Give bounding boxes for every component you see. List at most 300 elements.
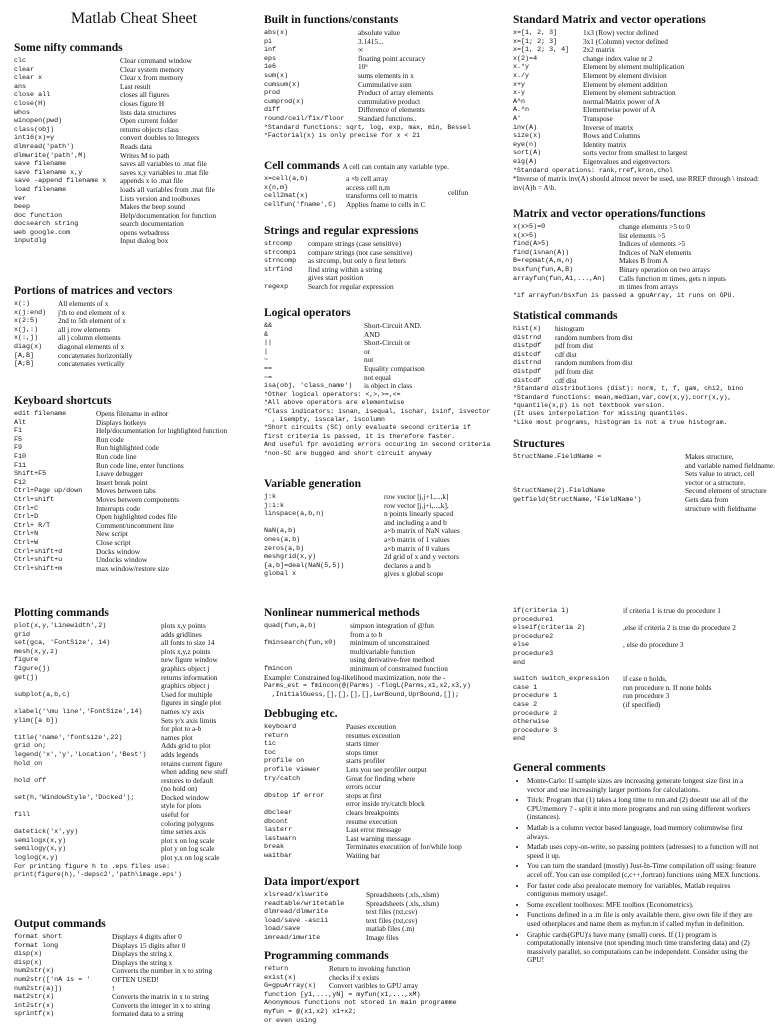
section-programming bbox=[264, 950, 502, 1025]
cmd-desc: checks if x exists bbox=[329, 972, 380, 982]
note-line: Parms_est = fmincon(@(Parms) -flogL(Parms,x1,x2,x3,y) bbox=[264, 682, 471, 690]
cmd-code: [A;B] bbox=[14, 360, 35, 369]
cmd-code: get(j) bbox=[14, 673, 39, 682]
note-line: first criteria is passed, it is therefore faster. bbox=[264, 432, 456, 440]
cmd-code: distrnd bbox=[513, 333, 542, 342]
cmd-code: ver bbox=[14, 194, 27, 203]
cell-side-label: cellfun bbox=[448, 188, 469, 197]
cmd-desc: Writes M to path bbox=[120, 150, 170, 160]
general-list bbox=[513, 777, 763, 965]
cmd-desc: structure with fieldname bbox=[685, 503, 757, 513]
note-line: *Class indicators: isnan, isequal, ischar, isinf, isvector bbox=[264, 407, 491, 415]
cmd-code: sort(A) bbox=[513, 149, 542, 158]
cmd-code: strcompi bbox=[264, 248, 297, 257]
cmd-code: Ctrl+D bbox=[14, 513, 39, 522]
cmd-desc bbox=[329, 1008, 502, 1017]
keyboard-rows bbox=[14, 410, 252, 573]
cmd-code: isa(obj, 'class_name') bbox=[264, 382, 353, 391]
logical-rows bbox=[264, 322, 502, 391]
variable-rows bbox=[264, 493, 502, 579]
cmd-row bbox=[513, 359, 763, 368]
cmd-code: mat2str(x) bbox=[14, 993, 55, 1002]
cmd-code: [a,b]=deal(NaN(5,5)) bbox=[264, 561, 345, 570]
note-line: *Standard operations: rank,rref,kron,chol bbox=[513, 166, 673, 174]
cmd-desc: Element by element subtraction bbox=[583, 88, 676, 98]
cmd-code: F5 bbox=[14, 435, 23, 444]
cmd-row bbox=[513, 38, 763, 47]
cmd-desc: Run highlighted code bbox=[96, 443, 159, 453]
cmd-code: find(A>5) bbox=[513, 240, 550, 249]
cmd-code: waitbar bbox=[264, 851, 293, 860]
cmd-desc: plots x,y points bbox=[161, 621, 206, 630]
cmd-desc: Gets data from bbox=[685, 494, 729, 504]
general-item: • Matlab uses copy-on-write, so passing pointers (adresses) to a function will not speed it up. bbox=[527, 843, 763, 860]
cmd-row bbox=[264, 852, 502, 861]
cmd-code: bsxfun(fun,A,B) bbox=[513, 265, 574, 274]
cmd-desc: Second element of structure bbox=[685, 486, 767, 496]
cmd-desc: not equal bbox=[364, 372, 391, 382]
stat-rows bbox=[513, 325, 763, 385]
builtin-notes bbox=[264, 124, 502, 141]
cmd-code: regexp bbox=[264, 282, 289, 291]
section-keyboard bbox=[14, 395, 252, 573]
cmd-row bbox=[264, 536, 502, 545]
cmd-desc: if criteria 1 is true do procedure 1 bbox=[623, 606, 721, 615]
cmd-row bbox=[264, 348, 502, 357]
programming-rows bbox=[264, 965, 502, 1025]
cmd-code: grid bbox=[14, 630, 31, 639]
cmd-code: linspace(a,b,n) bbox=[264, 510, 325, 519]
cmd-desc: absolute value bbox=[358, 28, 400, 37]
cmd-row bbox=[513, 368, 763, 377]
cmd-desc: plot x on log scale bbox=[161, 835, 215, 845]
cmd-desc: Convert varibles to GPU array bbox=[329, 981, 419, 991]
cmd-code: datetick('x',yy) bbox=[14, 828, 79, 837]
cmd-code: & bbox=[264, 330, 269, 339]
cmd-desc: errors occur bbox=[346, 782, 382, 792]
structures-rows bbox=[513, 452, 775, 513]
cmd-code: A^n bbox=[513, 97, 526, 106]
cmd-desc: text files (txt,csv) bbox=[366, 915, 418, 925]
cmd-code: dlmread('path') bbox=[14, 142, 75, 151]
standard-para: *Inverse of matrix inv(A) should almost never be used, use RREF through \ instead: inv(A)b = A\b. bbox=[513, 173, 760, 192]
cell-heading: Cell commands bbox=[264, 160, 340, 172]
cmd-code: disp(x) bbox=[14, 958, 43, 967]
cmd-code bbox=[513, 283, 619, 292]
cmd-code bbox=[14, 802, 161, 811]
cmd-desc: a ×b cell array bbox=[346, 174, 388, 183]
cmd-code: ones(a,b) bbox=[264, 535, 301, 544]
cmd-desc: sorts vector from smallest to largest bbox=[583, 148, 688, 158]
cmd-code: strcomp bbox=[264, 240, 293, 248]
cmd-desc: (if specified) bbox=[623, 699, 661, 709]
nonlinear-heading: Nonlinear nummerical methods bbox=[264, 607, 420, 619]
cmd-code: case 2 bbox=[513, 700, 538, 709]
cmd-desc: 3x1 (Column) vector defined bbox=[583, 36, 668, 46]
cmd-code: x{n,m} bbox=[264, 183, 289, 192]
cmd-row bbox=[513, 727, 763, 736]
cmd-code: getfield(StructName,'FieldName') bbox=[513, 495, 642, 504]
cmd-row bbox=[513, 325, 763, 334]
nifty-heading: Some nifty commands bbox=[14, 42, 123, 54]
cmd-code: beep bbox=[14, 203, 31, 212]
cmd-code: x=[1, 2; 3, 4] bbox=[513, 46, 570, 55]
cmd-row bbox=[14, 976, 252, 985]
cmd-row bbox=[14, 639, 252, 648]
cmd-code: ans bbox=[14, 82, 27, 91]
cmd-code: doc function bbox=[14, 211, 63, 220]
plotting-notes bbox=[14, 863, 252, 880]
cmd-desc: Clear x from memory bbox=[120, 73, 184, 83]
cmd-code: x(x>5)=0 bbox=[513, 223, 546, 231]
cmd-desc: 2x2 matrix bbox=[583, 45, 615, 55]
cmd-code: xlabel('\mu line','FontSize',14) bbox=[14, 707, 143, 716]
note-line: *Short circuits (SC) only evaluate second criteria if bbox=[264, 424, 471, 432]
cmd-code: num2str(x) bbox=[14, 967, 55, 976]
cmd-row bbox=[14, 326, 252, 335]
cmd-row bbox=[264, 783, 502, 792]
cmd-row bbox=[14, 622, 252, 631]
cmd-code: function [y1,...,yN] = myfun(x1,...,xM) bbox=[264, 990, 421, 999]
cmd-desc: Indices of elements >5 bbox=[619, 239, 686, 249]
cmd-code: exist(x) bbox=[264, 973, 297, 982]
cmd-code: end bbox=[513, 658, 526, 667]
cmd-desc: Waiting bar bbox=[346, 850, 381, 860]
cmd-desc: Open current folder bbox=[120, 116, 178, 126]
section-variable bbox=[264, 478, 502, 579]
dataio-rows bbox=[264, 891, 502, 943]
cmd-code: elseif(criteria 2) bbox=[513, 624, 586, 633]
cmd-code: x(:,j) bbox=[14, 334, 39, 343]
cmd-code: x=[1; 2; 3] bbox=[513, 37, 558, 46]
cmd-code: load/save bbox=[264, 925, 301, 934]
cmd-code: NaN(a,b) bbox=[264, 527, 297, 536]
cmd-row bbox=[264, 322, 502, 331]
cmd-row bbox=[264, 843, 502, 852]
cmd-desc: Converts the number in x to string bbox=[112, 966, 213, 976]
cmd-code bbox=[14, 682, 161, 691]
cmd-desc: Sets value to struct, cell bbox=[685, 469, 755, 479]
cmd-code: profile on bbox=[264, 757, 305, 766]
cmd-desc: Product of array elements bbox=[358, 88, 434, 98]
cmd-desc: Lets you see profiler output bbox=[346, 764, 427, 774]
cmd-code: find(isnan(A)) bbox=[513, 248, 570, 257]
cmd-code: x=[1, 2, 3] bbox=[513, 29, 558, 37]
cmd-desc: Identity matrix bbox=[583, 139, 627, 149]
cmd-desc: Converts the matrix in x to string bbox=[112, 992, 209, 1002]
section-cell bbox=[264, 160, 502, 209]
cmd-desc: returns objects class bbox=[120, 124, 179, 134]
section-portions bbox=[14, 285, 252, 369]
cmd-row bbox=[264, 283, 502, 292]
cmd-desc: when adding new stuff bbox=[161, 767, 228, 777]
cmd-desc: is object in class bbox=[364, 381, 413, 391]
cmd-code: zeros(a,b) bbox=[264, 544, 305, 553]
standard-rows bbox=[513, 29, 763, 167]
cmd-desc: Adds grid to plot bbox=[161, 741, 211, 751]
cmd-desc: style for plots bbox=[161, 801, 202, 811]
cmd-code: ylim([a b]) bbox=[14, 716, 59, 725]
cmd-code: Shift+F5 bbox=[14, 470, 47, 479]
cmd-row bbox=[513, 659, 763, 668]
cmd-desc: a×b matrix of NaN values bbox=[384, 526, 460, 536]
cmd-code: procedure 3 bbox=[513, 726, 558, 735]
cmd-desc: Docks window bbox=[96, 546, 140, 556]
cmd-code: semilogy(x,y) bbox=[14, 845, 67, 854]
cmd-row bbox=[264, 510, 502, 519]
cmd-code: load/save -ascii bbox=[264, 916, 329, 925]
cmd-row bbox=[264, 55, 502, 64]
cmd-desc: row vector [j,j+i,...,k], bbox=[384, 500, 449, 510]
cmd-code: class(obj) bbox=[14, 125, 55, 134]
cmd-code bbox=[264, 783, 346, 792]
cmd-row bbox=[513, 650, 763, 659]
cmd-code bbox=[513, 479, 685, 488]
cmd-desc bbox=[623, 735, 763, 744]
cmd-desc: vector or a structure. bbox=[685, 477, 746, 487]
cmd-row bbox=[14, 334, 252, 343]
cmd-code: int2str(x) bbox=[14, 1001, 55, 1010]
cmd-desc: Displays 4 digits after 0 bbox=[112, 932, 182, 941]
cmd-code: lasterr bbox=[264, 826, 293, 835]
cmd-code bbox=[513, 462, 685, 471]
cmd-code: Ctrl+Page up/down bbox=[14, 487, 83, 496]
general-item: • For faster code also prealocate memory for variables, Matlab requires contiguous memory usage!. bbox=[527, 882, 763, 899]
cmd-desc: stops timer bbox=[346, 747, 379, 757]
cmd-code: x(2:5) bbox=[14, 317, 39, 326]
cmd-row bbox=[264, 382, 502, 391]
note-line: *Other logical operators: <,>,>=,<= bbox=[264, 390, 401, 398]
cmd-desc: Sets y/x axis limits bbox=[161, 715, 217, 725]
cmd-desc: Input dialog box bbox=[120, 236, 169, 246]
cmd-desc: minimum of constrained function bbox=[350, 663, 448, 673]
cmd-code: Ctrl+W bbox=[14, 538, 39, 547]
cmd-row bbox=[14, 794, 252, 803]
cmd-code: F12 bbox=[14, 478, 27, 487]
cmd-desc: Makes the beep sound bbox=[120, 202, 186, 212]
cmd-row bbox=[264, 553, 502, 562]
cmd-row bbox=[264, 339, 502, 348]
cmd-desc: not bbox=[364, 355, 374, 365]
cmd-code: abs(x) bbox=[264, 29, 289, 37]
cmd-row bbox=[513, 351, 763, 360]
cmd-code: ~= bbox=[264, 373, 273, 382]
cmd-desc: from a to b bbox=[350, 629, 383, 639]
cmd-code: == bbox=[264, 364, 273, 373]
cmd-desc: Short-Circuit AND. bbox=[364, 321, 422, 330]
cmd-desc: search documentation bbox=[120, 219, 184, 229]
cmd-row bbox=[14, 682, 252, 691]
cmd-desc: resume execution bbox=[346, 816, 398, 826]
cmd-row bbox=[14, 820, 252, 829]
section-output bbox=[14, 918, 252, 1019]
cmd-code: hold on bbox=[14, 759, 43, 768]
cmd-code: save filename x,y bbox=[14, 168, 83, 177]
cmd-desc: Moves between tabs bbox=[96, 486, 156, 496]
cmd-code: F1 bbox=[14, 427, 23, 436]
cmd-code: x=cell(a,b) bbox=[264, 175, 309, 183]
cmd-desc: Clear command window bbox=[120, 56, 192, 65]
cmd-row bbox=[14, 742, 252, 751]
note-line: *Factorial(x) is only precise for x < 21 bbox=[264, 131, 421, 139]
cmd-row bbox=[264, 934, 502, 943]
cmd-row bbox=[14, 656, 252, 665]
cmd-desc: plot y on log scale bbox=[161, 844, 215, 854]
keyboard-heading: Keyboard shortcuts bbox=[14, 395, 112, 407]
note-line: *if arrayfun/bsxfun is passed a gpuArray, it runs on GPU. bbox=[513, 291, 736, 299]
cmd-code: figure bbox=[14, 656, 39, 665]
cmd-desc: plots x,y,z points bbox=[161, 646, 211, 656]
cmd-code: docsearch string bbox=[14, 220, 79, 229]
cmd-code: procedure3 bbox=[513, 649, 554, 658]
cmd-code: size(x) bbox=[513, 132, 542, 141]
cmd-code: strncomp bbox=[264, 257, 297, 266]
cmd-desc: change elements >5 to 0 bbox=[619, 222, 690, 231]
cmd-code: imread/imwrite bbox=[264, 933, 321, 942]
cmd-row bbox=[513, 158, 763, 167]
cmd-desc: Terminates executiion of for/while loop bbox=[346, 842, 462, 852]
cmd-desc: Element by element addition bbox=[583, 79, 668, 89]
cmd-desc: Image files bbox=[366, 932, 399, 942]
cmd-row bbox=[513, 283, 763, 292]
cmd-desc: a×b matrix of 0 values bbox=[384, 543, 450, 553]
cmd-code: figure(j) bbox=[14, 664, 51, 673]
cmd-desc: Standard functions.. bbox=[358, 113, 417, 123]
cmd-code: inv(A) bbox=[513, 123, 538, 132]
cmd-row bbox=[264, 775, 502, 784]
cmd-desc: all j column elements bbox=[58, 333, 121, 343]
note-line: *quantile(x,p) is not textbook version. bbox=[513, 401, 666, 409]
cmd-row bbox=[14, 828, 252, 837]
plotting-heading: Plotting commands bbox=[14, 607, 109, 619]
cmd-code: otherwise bbox=[513, 718, 550, 727]
cmd-code: x+y bbox=[513, 80, 526, 89]
cmd-code: eig(A) bbox=[513, 157, 538, 166]
cmd-code: prod bbox=[264, 89, 281, 98]
logical-heading: Logical operators bbox=[264, 307, 351, 319]
cmd-desc: Help/documentation for highlighted function bbox=[96, 426, 228, 436]
cmd-code: readtable/writetable bbox=[264, 899, 345, 908]
cmd-desc: graphics object j bbox=[161, 681, 210, 691]
cmd-code: procedure 2 bbox=[513, 709, 558, 718]
cmd-code: procedure 1 bbox=[513, 692, 558, 701]
cmd-desc: OFTEN USED! bbox=[112, 974, 159, 984]
cmd-code: myfun = @(x1,x2) x1+x2; bbox=[264, 1007, 357, 1016]
cmd-code: whos bbox=[14, 108, 31, 117]
builtin-rows bbox=[264, 29, 502, 124]
cmd-desc: access cell n,m bbox=[346, 182, 390, 192]
note-line: ,InitialGuess,[],[],[],[],LwrBound,UprBound,[]); bbox=[264, 690, 460, 698]
cmd-code: hold off bbox=[14, 776, 47, 785]
section-plotting bbox=[14, 607, 252, 879]
cmd-code: clear bbox=[14, 65, 35, 74]
cmd-row bbox=[264, 982, 502, 991]
cmd-desc: lists data structures bbox=[120, 107, 176, 117]
cmd-row bbox=[264, 999, 502, 1008]
cmd-code bbox=[14, 699, 161, 708]
cmd-desc bbox=[329, 999, 502, 1008]
cmd-code: x(j,:) bbox=[14, 325, 39, 334]
cmd-code: mesh(x,y,z) bbox=[14, 647, 59, 656]
cmd-desc: Inverse of matrix bbox=[583, 122, 634, 132]
cmd-row bbox=[14, 631, 252, 640]
cmd-desc: loads all variables from .mat file bbox=[120, 184, 215, 194]
cmd-code: distrnd bbox=[513, 359, 542, 368]
cmd-code: Ctrl+shift+d bbox=[14, 547, 63, 556]
cmd-code: Ctrl+N bbox=[14, 530, 39, 539]
stat-heading: Statistical commands bbox=[513, 310, 618, 322]
strings-rows bbox=[264, 240, 502, 292]
cmd-desc: New script bbox=[96, 529, 128, 539]
cmd-desc: and including a and b bbox=[384, 517, 447, 527]
cmd-desc: plot y,x on log scale bbox=[161, 853, 220, 863]
cmd-desc: Transpose bbox=[583, 113, 613, 123]
cmd-row bbox=[513, 334, 763, 343]
cmd-code: hist(x) bbox=[513, 325, 542, 333]
cmd-desc: Open highlighted codes file bbox=[96, 512, 177, 522]
cmd-row bbox=[513, 342, 763, 351]
cmd-desc: gives start position bbox=[308, 273, 364, 283]
nonlinear-code bbox=[264, 682, 502, 699]
cmd-desc: Calls function m times, gets n inputs bbox=[619, 273, 726, 283]
cmd-desc: convert doubles to Integers bbox=[120, 133, 200, 143]
cmd-desc: retains current figure bbox=[161, 758, 223, 768]
cmd-desc: closes figure H bbox=[120, 98, 165, 108]
cmd-row bbox=[264, 622, 502, 631]
cmd-desc: Equality comparison bbox=[364, 363, 425, 373]
cmd-code: subplot(a,b,c) bbox=[14, 690, 71, 699]
cmd-code bbox=[513, 470, 685, 479]
cmd-desc: cdf dist bbox=[555, 349, 577, 359]
cmd-code: x(:) bbox=[14, 300, 31, 308]
cmd-row bbox=[14, 300, 252, 309]
cmd-code: load filename bbox=[14, 185, 67, 194]
cmd-desc: max window/restore size bbox=[96, 563, 169, 573]
cmd-desc: error inside try/catch block bbox=[346, 799, 425, 809]
logical-notes bbox=[264, 391, 502, 458]
cmd-desc: Docked window bbox=[161, 792, 210, 802]
cmd-code: pi bbox=[264, 37, 273, 46]
cmd-row bbox=[513, 607, 763, 616]
cmd-desc: all j row elements bbox=[58, 324, 111, 334]
cmd-desc: Moves between components bbox=[96, 494, 180, 504]
cmd-code: B=repmat(A,m,n) bbox=[513, 257, 574, 266]
cmd-desc: appends x to .mat file bbox=[120, 176, 184, 186]
cmd-code: j:k bbox=[264, 493, 277, 501]
nonlinear-rows bbox=[264, 622, 502, 674]
cmd-code: F10 bbox=[14, 452, 27, 461]
cmd-code: 1e6 bbox=[264, 63, 277, 72]
cmd-code: arrayfun(fun,A1,...,An) bbox=[513, 274, 606, 283]
cmd-code: inf bbox=[264, 46, 277, 55]
cmd-desc: Last warning message bbox=[346, 833, 411, 843]
cmd-code: StructName(2).FieldName bbox=[513, 487, 606, 496]
cmd-row bbox=[264, 1017, 502, 1025]
section-logical bbox=[264, 307, 502, 458]
cmd-code: | bbox=[264, 347, 269, 356]
cmd-code: F9 bbox=[14, 444, 23, 453]
general-item: • Graphic cards(GPU)'s have many (small) cores. If (1) program is computationally intensive (not spending much time transfering data) and (2) massively parallel, so computations can be independent. Consider using the GPU! bbox=[527, 931, 763, 965]
cmd-desc: if case n holds, bbox=[623, 674, 667, 684]
cmd-row bbox=[14, 352, 252, 361]
cmd-desc: All elements of x bbox=[58, 299, 109, 308]
portions-rows bbox=[14, 300, 252, 369]
cmd-row bbox=[513, 624, 763, 633]
cmd-desc: Great for finding where bbox=[346, 773, 416, 783]
cmd-desc: restores to default bbox=[161, 775, 214, 785]
cmd-code: loglog(x,y) bbox=[14, 854, 59, 863]
cmd-code: F11 bbox=[14, 461, 27, 470]
